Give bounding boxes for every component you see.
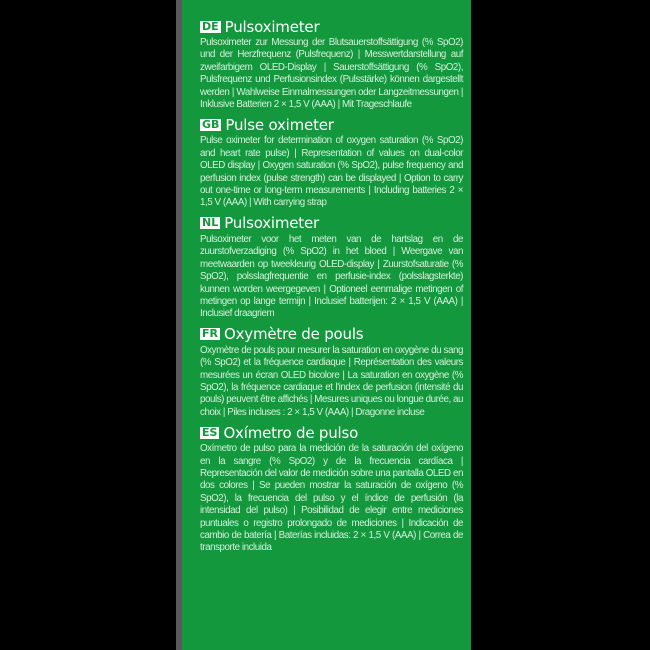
section-title: Pulse oximeter (225, 115, 334, 134)
language-badge-fr: FR (202, 327, 218, 341)
section-title: Pulsoximeter (224, 214, 319, 233)
section-title: Oxímetro de pulso (223, 423, 359, 442)
section-title: Oxymètre de pouls (223, 325, 364, 344)
section-nl (200, 214, 463, 321)
section-heading (200, 115, 463, 134)
section-body: Oxymètre de pouls pour mesurer la saturation en oxygène du sang (% SpO2) et la fréquence cardiaque | Représentation des valeurs mesurées un écran OLED bicolore | La saturation en oxygène (% SpO2), la fréquence cardiaque et l'index de perfusion (intensité du pouls) peuvent être affichés | Mesures uniques ou longue durée, au choix | Piles incluses : 2 × 1,5 V (AAA) | Dragonne incluse (200, 344, 463, 418)
section-heading (200, 214, 463, 233)
section-title: Pulsoximeter (224, 17, 320, 36)
section-heading (200, 423, 463, 442)
section-body: Pulsoximeter zur Messung der Blutsauerstoffsättigung (% SpO2) und der Herzfrequenz (Pulsfrequenz) | Messwertdarstellung auf zweifarbigem OLED-Display | Sauerstoffsättigung (% SpO2), Pulsfrequenz und Perfusionsindex (Pulsstärke) können dargestellt werden | Wahlweise Einmalmessungen oder Langzeitmessungen | Inklusive Batterien 2 × 1,5 V (AAA) | Mit Trageschlaufe (200, 37, 463, 111)
language-badge-nl: NL (202, 216, 219, 230)
section-body: Pulsoximeter voor het meten van de hartslag en de zuurstofverzadiging (% SpO2) in het bloed | Weergave van meetwaarden op tweekleurig OLED-display | Zuurstofsaturatie (% SpO2), polsslagfrequentie en perfusie-index (polsslagsterkte) kunnen worden weergegeven | Optioneel eenmalige metingen of metingen op lange termijn | Inclusief batterijen: 2 × 1,5 V (AAA) | Inclusief draagriem (200, 233, 463, 320)
language-badge-es: ES (202, 425, 218, 439)
product-description-panel (182, 0, 471, 650)
section-heading (200, 17, 463, 36)
section-gb (200, 115, 463, 209)
section-heading (200, 325, 463, 344)
section-es (200, 423, 463, 555)
language-badge-gb: GB (202, 117, 220, 131)
section-fr (200, 325, 463, 419)
language-badge-de: DE (202, 19, 219, 33)
section-de (200, 17, 463, 111)
section-body: Pulse oximeter for determination of oxygen saturation (% SpO2) and heart rate pulse) | Representation of values on dual-color OLED display | Oxygen saturation (% SpO2), pulse frequency and perfusion index (pulse strength) can be displayed | Option to carry out one-time or long-term measurements | Including batteries 2 × 1,5 V (AAA) | With carrying strap (200, 135, 463, 209)
section-body: Oxímetro de pulso para la medición de la saturación del oxígeno en la sangre (% SpO2) y de la frecuencia cardíaca | Representación del valor de medición sobre una pantalla OLED en dos colores | Se pueden mostrar la saturación de oxígeno (% SpO2), la frecuencia del pulso y el índice de perfusión (la intensidad del pulso) | Posibilidad de elegir entre mediciones puntuales o registro prolongado de mediciones | Indicación de cambio de batería | Baterías incluidas: 2 × 1,5 V (AAA) | Correa de transporte incluida (200, 443, 463, 554)
